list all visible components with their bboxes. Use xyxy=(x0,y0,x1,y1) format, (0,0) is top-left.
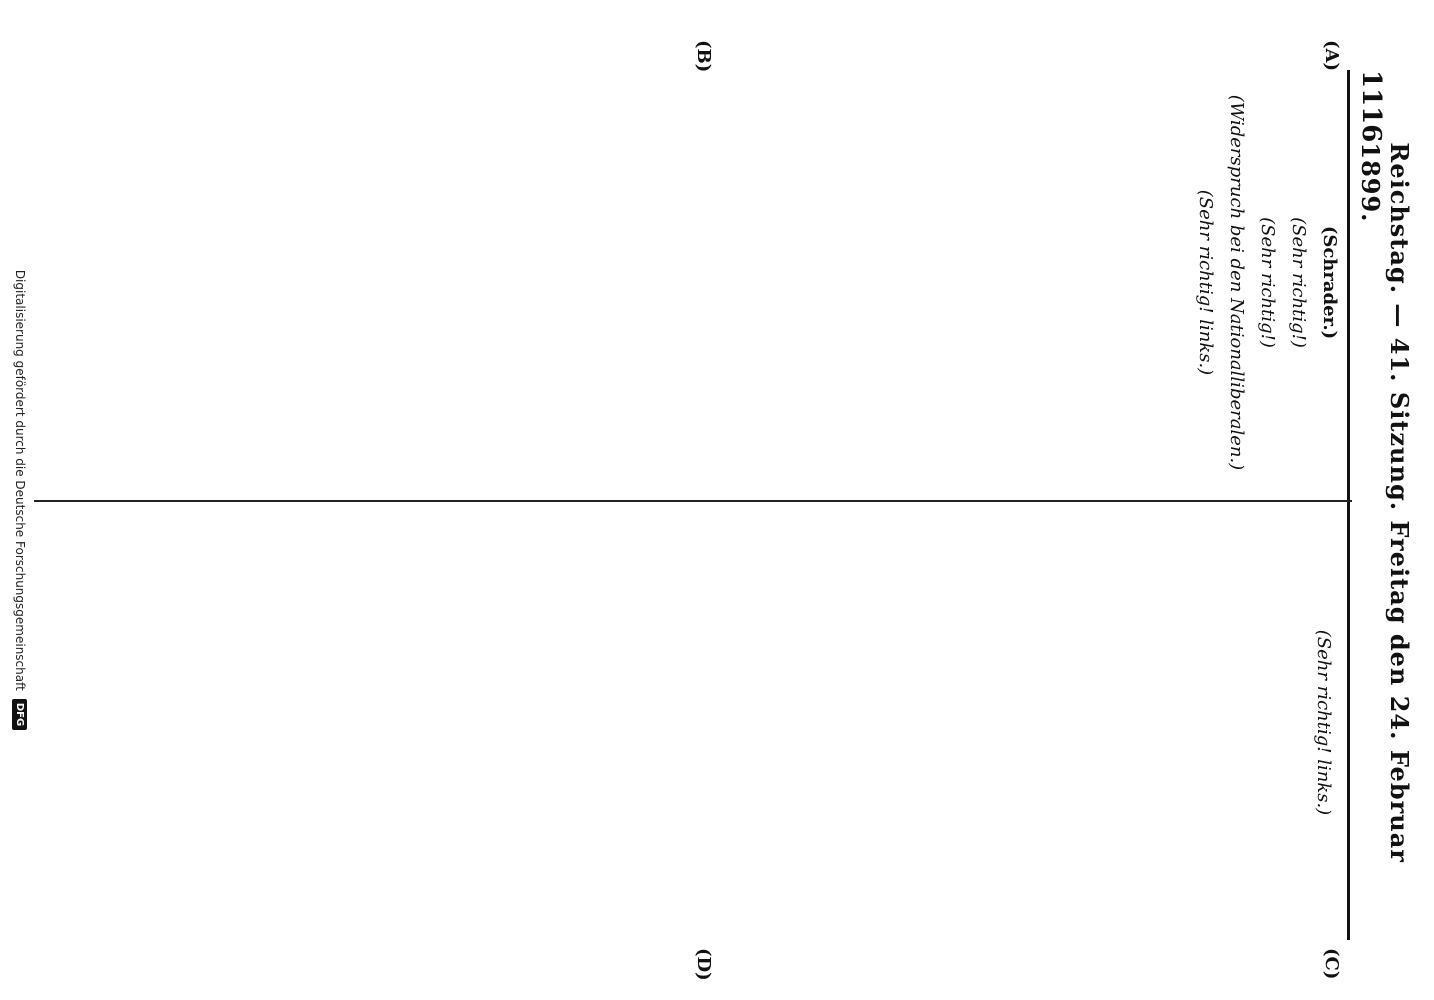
right-column xyxy=(40,520,1342,925)
interjection: (Sehr richtig! links.) xyxy=(1195,189,1216,376)
margin-marker-d: (D) xyxy=(693,948,714,981)
interjection: (Sehr richtig!) xyxy=(1257,217,1278,348)
digitization-credit xyxy=(6,0,34,1000)
interjection: (Sehr richtig!) xyxy=(1288,217,1309,348)
page-header xyxy=(1347,70,1414,940)
speaker-name: (Schrader.) xyxy=(1319,225,1340,340)
running-title: Reichstag. — 41. Sitzung. Freitag den 24. Februar 1899. xyxy=(1356,142,1414,863)
page-number: 1116 xyxy=(1356,70,1386,143)
left-column xyxy=(40,80,1342,485)
margin-marker-b: (B) xyxy=(693,40,714,73)
margin-marker-a: (A) xyxy=(1321,40,1342,71)
interjection: (Sehr richtig! links.) xyxy=(1313,629,1334,816)
column-divider xyxy=(34,500,1352,502)
dfg-logo: DFG xyxy=(13,699,28,730)
margin-marker-c: (C) xyxy=(1321,948,1342,980)
interjection: (Widerspruch bei den Nationalliberalen.) xyxy=(1226,94,1247,471)
credit-text: Digitalisierung gefördert durch die Deutsche Forschungsgemeinschaft xyxy=(13,269,27,691)
